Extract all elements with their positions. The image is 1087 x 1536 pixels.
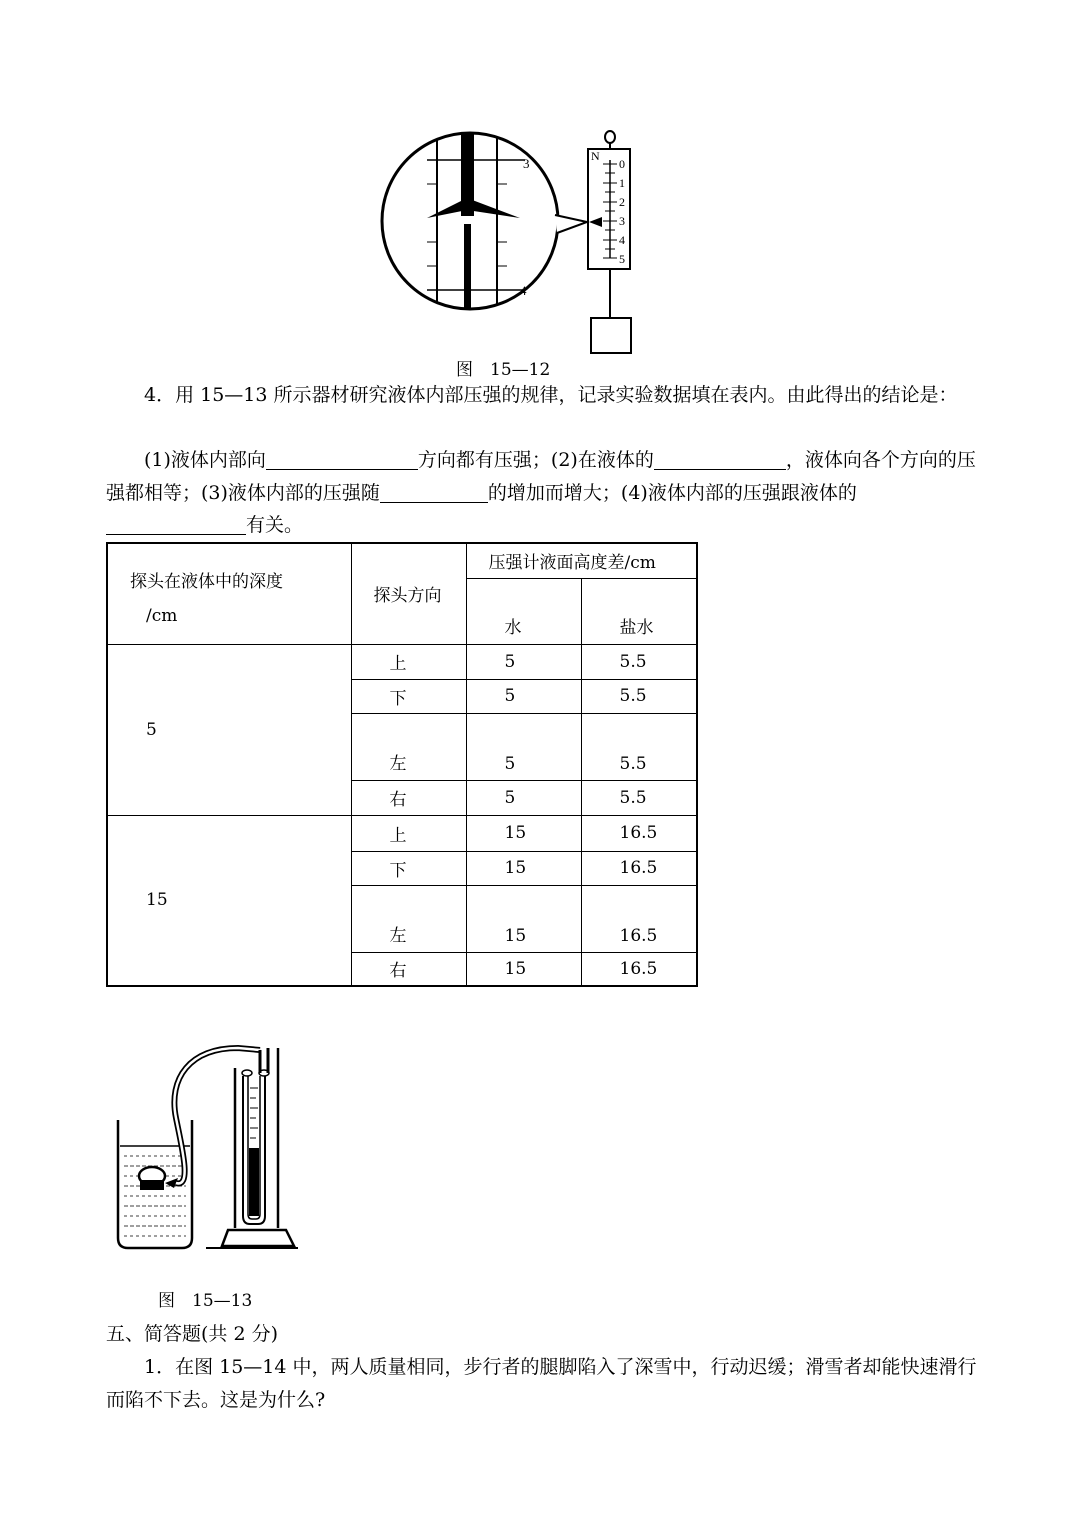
question-4-intro: 4．用 15—13 所示器材研究液体内部压强的规律，记录实验数据填在表内。由此得出的结论是： [144, 384, 958, 406]
water-cell: 5 [466, 780, 581, 815]
scale-unit: N [591, 149, 600, 163]
brine-cell: 16.5 [581, 952, 697, 986]
direction-cell: 下 [351, 679, 466, 713]
blank-4[interactable] [106, 512, 246, 535]
water-cell: 15 [466, 952, 581, 986]
water-cell: 5 [466, 679, 581, 713]
direction-cell: 左 [351, 885, 466, 952]
water-cell: 5 [466, 713, 581, 780]
water-cell: 15 [466, 885, 581, 952]
scale-label-1: 1 [619, 176, 625, 190]
height-diff-header: 压强计液面高度差/cm [466, 543, 697, 578]
blank-2[interactable] [654, 447, 786, 470]
brine-cell: 16.5 [581, 885, 697, 952]
water-cell: 15 [466, 815, 581, 851]
scale-label-3: 3 [619, 214, 625, 228]
pressure-data-table [106, 542, 698, 987]
scale-label-5: 5 [619, 252, 625, 266]
figure-15-12-spring-scale [375, 120, 665, 360]
blank-3[interactable] [380, 480, 488, 503]
direction-cell: 右 [351, 952, 466, 986]
brine-cell: 5.5 [581, 644, 697, 679]
section-5-heading: 五、简答题(共 2 分) [106, 1323, 278, 1345]
direction-header: 探头方向 [351, 543, 466, 644]
hook-ring-icon [605, 131, 615, 143]
blank-1[interactable] [266, 447, 418, 470]
brine-header: 盐水 [581, 578, 697, 644]
question-4-conclusions: (1)液体内部向 方向都有压强；(2)在液体的 ，液体向各个方向的压强都相等；(3)液体内部的压强随 的增加而增大；(4)液体内部的压强跟液体的有关。 [106, 449, 976, 536]
depth-cell: 5 [107, 644, 351, 815]
magnifier-label-3: 3 [523, 156, 530, 171]
water-cell: 15 [466, 851, 581, 885]
depth-cell: 15 [107, 815, 351, 986]
magnifier-label-4: 4 [520, 283, 527, 298]
water-header: 水 [466, 578, 581, 644]
brine-cell: 5.5 [581, 713, 697, 780]
depth-header: 探头在液体中的深度 /cm [107, 543, 351, 644]
brine-cell: 16.5 [581, 851, 697, 885]
direction-cell: 下 [351, 851, 466, 885]
figure-15-13-caption: 图 15—13 [158, 1291, 253, 1311]
scale-label-4: 4 [619, 233, 625, 247]
brine-cell: 16.5 [581, 815, 697, 851]
figure-15-12-caption: 图 15—12 [456, 360, 551, 380]
figure-15-13-pressure-gauge [110, 1038, 305, 1253]
section-5-question-1: 1．在图 15—14 中，两人质量相同，步行者的腿脚陷入了深雪中，行动迟缓；滑雪者却能快速滑行而陷不下去。这是为什么? [106, 1356, 977, 1411]
brine-cell: 5.5 [581, 780, 697, 815]
water-cell: 5 [466, 644, 581, 679]
scale-label-2: 2 [619, 195, 625, 209]
weight-block [591, 318, 631, 353]
brine-cell: 5.5 [581, 679, 697, 713]
direction-cell: 上 [351, 644, 466, 679]
direction-cell: 左 [351, 713, 466, 780]
scale-label-0: 0 [619, 157, 625, 171]
direction-cell: 右 [351, 780, 466, 815]
direction-cell: 上 [351, 815, 466, 851]
